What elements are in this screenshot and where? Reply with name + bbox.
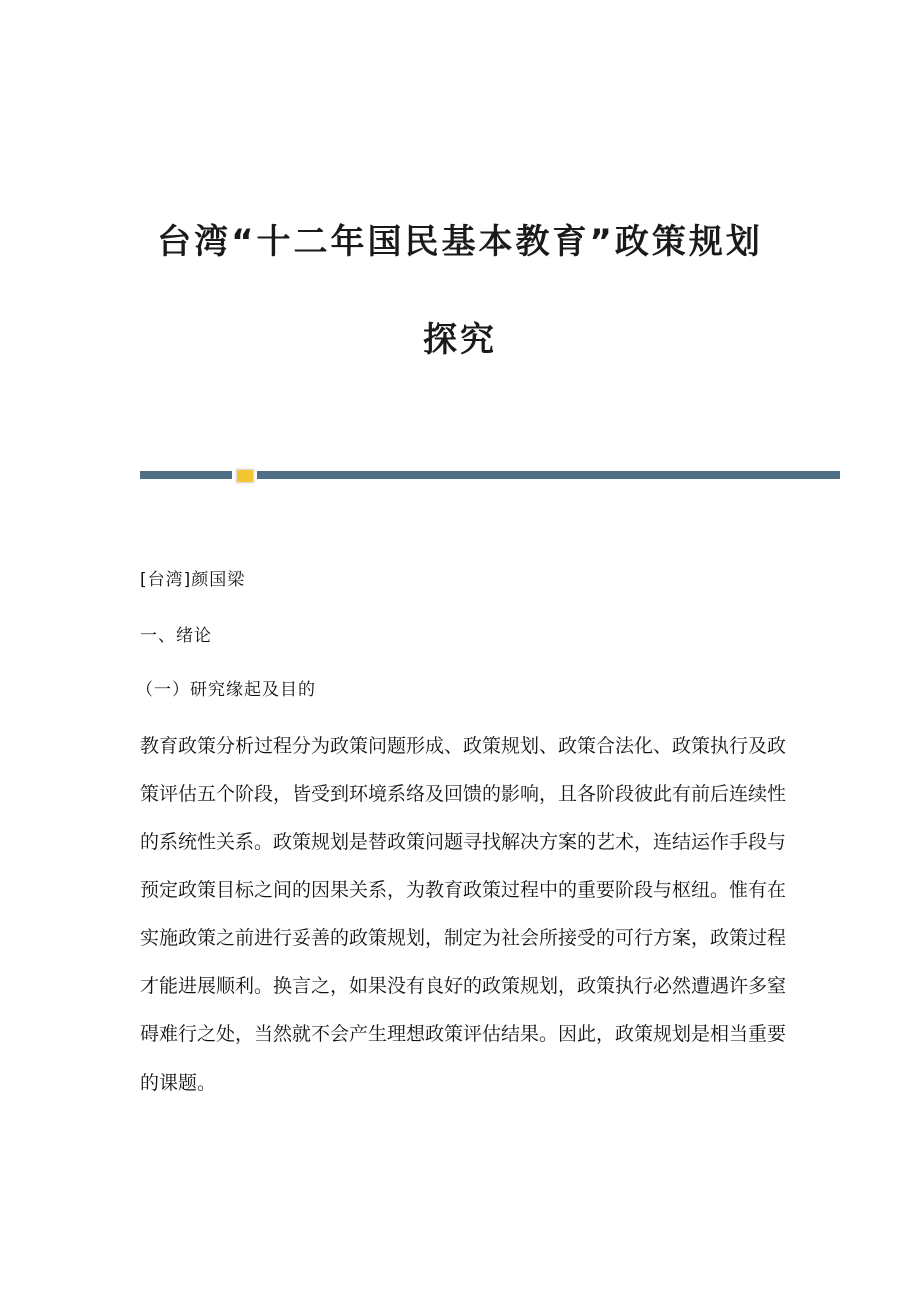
document-title-line-2: 探究 bbox=[423, 320, 497, 360]
paragraph-line: 的课题。 bbox=[140, 1072, 217, 1094]
title-divider-right bbox=[257, 471, 840, 479]
paragraph-line: 才能进展顺利。换言之，如果没有良好的政策规划，政策执行必然遭遇许多窒 bbox=[140, 975, 787, 997]
paragraph-line: 的系统性关系。政策规划是替政策问题寻找解决方案的艺术，连结运作手段与 bbox=[140, 831, 787, 853]
paragraph-line: 碍难行之处，当然就不会产生理想政策评估结果。因此，政策规划是相当重要 bbox=[140, 1023, 787, 1045]
paragraph-line: 策评估五个阶段，皆受到环境系络及回馈的影响，且各阶段彼此有前后连续性 bbox=[140, 783, 787, 805]
document-title-line-1: 台湾“十二年国民基本教育”政策规划 bbox=[157, 222, 763, 262]
section-heading: 一、绪论 bbox=[140, 626, 212, 646]
paragraph-line: 预定政策目标之间的因果关系，为教育政策过程中的重要阶段与枢纽。惟有在 bbox=[140, 879, 787, 901]
paragraph-line: 教育政策分析过程分为政策问题形成、政策规划、政策合法化、政策执行及政 bbox=[140, 735, 787, 757]
author: [台湾]颜国梁 bbox=[140, 570, 246, 590]
divider-ornament-icon bbox=[236, 469, 254, 483]
title-divider-left bbox=[140, 471, 232, 479]
subsection-heading: （一）研究缘起及目的 bbox=[136, 680, 316, 700]
paragraph-line: 实施政策之前进行妥善的政策规划，制定为社会所接受的可行方案，政策过程 bbox=[140, 927, 787, 949]
